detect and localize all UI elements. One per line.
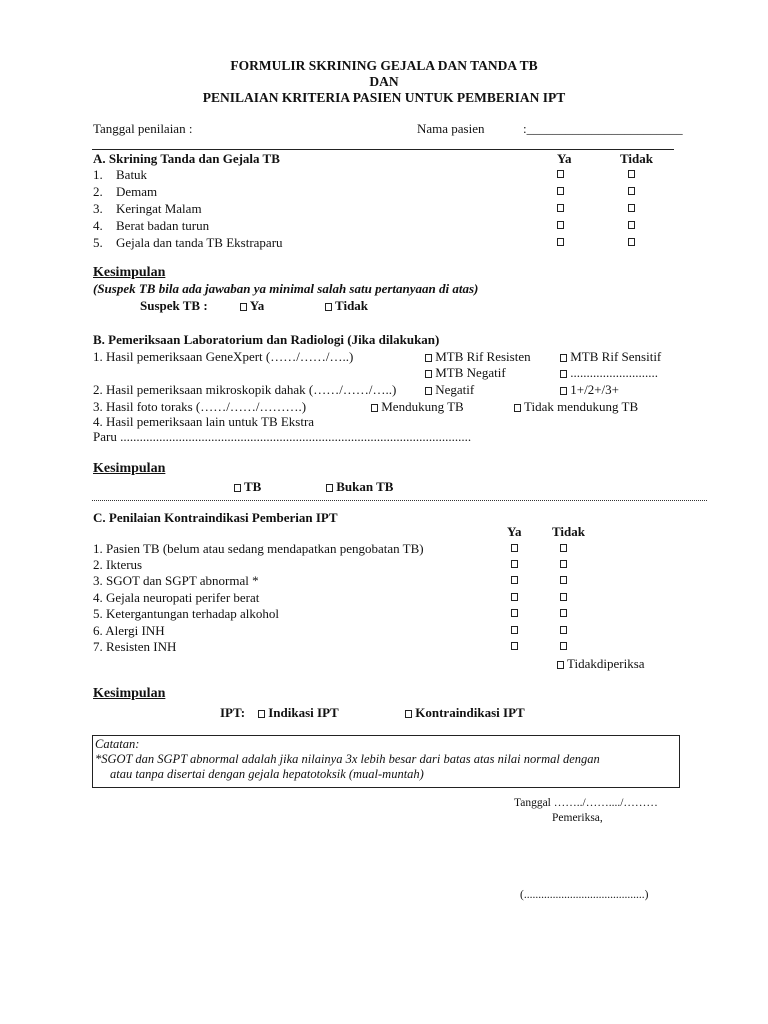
checkbox-icon[interactable]: [371, 404, 378, 412]
yes-checkbox[interactable]: [511, 593, 518, 601]
item-label: 3. SGOT dan SGPT abnormal *: [93, 573, 259, 588]
checkbox-icon[interactable]: [560, 354, 567, 362]
section-b-title: B. Pemeriksaan Laboratorium dan Radiologi (Jika dilakukan): [93, 332, 440, 347]
section-c-col-no: Tidak: [552, 524, 586, 539]
item-number: 3.: [93, 201, 103, 216]
option-label: TB: [244, 479, 262, 494]
checkbox-icon[interactable]: [326, 484, 333, 492]
item-label: Demam: [116, 184, 158, 199]
option-label: Ya: [249, 298, 265, 313]
checkbox-icon[interactable]: [258, 710, 265, 718]
suspect-no-option[interactable]: [325, 298, 368, 314]
no-checkbox[interactable]: [628, 221, 635, 229]
other-exam-answer-line[interactable]: Paru ............................................................................................................: [93, 429, 472, 444]
not-checked-option[interactable]: [557, 656, 645, 672]
no-checkbox[interactable]: [560, 626, 567, 634]
microscopic-question: 2. Hasil pemeriksaan mikroskopik dahak (……/……/…..): [93, 382, 397, 397]
xray-supports-option[interactable]: [371, 399, 464, 415]
option-label: ...........................: [570, 365, 658, 380]
item-label: 4. Gejala neuropati perifer berat: [93, 590, 260, 605]
option-label: Negatif: [435, 382, 475, 397]
checkbox-icon[interactable]: [325, 303, 332, 311]
no-checkbox[interactable]: [628, 204, 635, 212]
xray-question: 3. Hasil foto toraks (……/……/……….): [93, 399, 307, 414]
form-title-line1: FORMULIR SKRINING GEJALA DAN TANDA TB: [230, 58, 538, 73]
no-checkbox[interactable]: [560, 642, 567, 650]
checkbox-icon[interactable]: [560, 387, 567, 395]
date-label: Tanggal penilaian :: [93, 121, 193, 136]
no-checkbox[interactable]: [628, 238, 635, 246]
checkbox-icon[interactable]: [405, 710, 412, 718]
section-divider: [92, 500, 707, 501]
option-label: Bukan TB: [336, 479, 394, 494]
suspect-tb-label: Suspek TB :: [140, 298, 208, 313]
xray-not-supports-option[interactable]: [514, 399, 638, 415]
item-label: 6. Alergi INH: [93, 623, 165, 638]
option-label: Tidak mendukung TB: [524, 399, 639, 414]
ipt-indicated-option[interactable]: [258, 705, 339, 721]
form-title-line3: PENILAIAN KRITERIA PASIEN UNTUK PEMBERIAN IPT: [202, 90, 566, 105]
no-checkbox[interactable]: [560, 609, 567, 617]
option-label: MTB Negatif: [435, 365, 506, 380]
checkbox-icon[interactable]: [425, 387, 432, 395]
ipt-contraindicated-option[interactable]: [405, 705, 525, 721]
option-label: Kontraindikasi IPT: [415, 705, 525, 720]
yes-checkbox[interactable]: [511, 560, 518, 568]
item-label: Keringat Malam: [116, 201, 202, 216]
section-b-conclusion-title: Kesimpulan: [93, 461, 166, 476]
option-label: Tidak: [335, 298, 369, 313]
patient-name-field[interactable]: :________________________: [523, 121, 683, 136]
note-line1: *SGOT dan SGPT abnormal adalah jika nilainya 3x lebih besar dari batas atas nilai normal dengan: [95, 752, 600, 766]
section-c-col-yes: Ya: [507, 524, 522, 539]
section-a-conclusion-title: Kesimpulan: [93, 265, 166, 280]
checkbox-icon[interactable]: [240, 303, 247, 311]
examiner-name-line[interactable]: (..........................................): [520, 889, 649, 901]
option-label: Tidakdiperiksa: [567, 656, 645, 671]
note-title: Catatan:: [95, 737, 140, 751]
section-a-conclusion-note: (Suspek TB bila ada jawaban ya minimal salah satu pertanyaan di atas): [93, 281, 479, 296]
form-title-line2: DAN: [369, 74, 399, 89]
patient-name-label: Nama pasien: [417, 121, 485, 136]
section-a-col-yes: Ya: [557, 151, 572, 166]
item-number: 1.: [93, 167, 103, 182]
option-label: Mendukung TB: [381, 399, 464, 414]
checkbox-icon[interactable]: [425, 354, 432, 362]
item-number: 2.: [93, 184, 103, 199]
genexpert-other-option[interactable]: [560, 365, 658, 381]
item-label: Gejala dan tanda TB Ekstraparu: [116, 235, 283, 250]
item-label: Berat badan turun: [116, 218, 210, 233]
no-checkbox[interactable]: [560, 560, 567, 568]
section-c-conclusion-title: Kesimpulan: [93, 686, 166, 701]
mtb-negatif-option[interactable]: [425, 365, 506, 381]
option-label: MTB Rif Sensitif: [570, 349, 662, 364]
yes-checkbox[interactable]: [511, 626, 518, 634]
tb-option[interactable]: [234, 479, 261, 495]
item-number: 5.: [93, 235, 103, 250]
signature-date[interactable]: Tanggal ……../……..../………: [514, 797, 658, 809]
item-label: 1. Pasien TB (belum atau sedang mendapatkan pengobatan TB): [93, 541, 424, 556]
no-checkbox[interactable]: [560, 593, 567, 601]
ipt-label: IPT:: [220, 705, 246, 720]
checkbox-icon[interactable]: [514, 404, 521, 412]
not-tb-option[interactable]: [326, 479, 393, 495]
note-line2: atau tanpa disertai dengan gejala hepatotoksik (mual-muntah): [110, 767, 424, 781]
checkbox-icon[interactable]: [234, 484, 241, 492]
yes-checkbox[interactable]: [557, 204, 564, 212]
examiner-label: Pemeriksa,: [552, 812, 603, 824]
item-label: 5. Ketergantungan terhadap alkohol: [93, 606, 280, 621]
section-a-col-no: Tidak: [620, 151, 654, 166]
header-divider: [92, 149, 674, 150]
mtb-rif-resisten-option[interactable]: [425, 349, 531, 365]
option-label: MTB Rif Resisten: [435, 349, 531, 364]
item-number: 4.: [93, 218, 103, 233]
option-label: 1+/2+/3+: [570, 382, 619, 397]
no-checkbox[interactable]: [560, 544, 567, 552]
section-c-title: C. Penilaian Kontraindikasi Pemberian IPT: [93, 510, 338, 525]
section-a-title: A. Skrining Tanda dan Gejala TB: [93, 151, 280, 166]
no-checkbox[interactable]: [628, 187, 635, 195]
yes-checkbox[interactable]: [557, 170, 564, 178]
checkbox-icon[interactable]: [560, 370, 567, 378]
yes-checkbox[interactable]: [557, 187, 564, 195]
yes-checkbox[interactable]: [511, 576, 518, 584]
no-checkbox[interactable]: [628, 170, 635, 178]
item-label: 2. Ikterus: [93, 557, 143, 572]
mtb-rif-sensitif-option[interactable]: [560, 349, 661, 365]
no-checkbox[interactable]: [560, 576, 567, 584]
item-label: Batuk: [116, 167, 148, 182]
checkbox-icon[interactable]: [557, 661, 564, 669]
suspect-yes-option[interactable]: [240, 298, 264, 314]
yes-checkbox[interactable]: [511, 642, 518, 650]
item-label: 7. Resisten INH: [93, 639, 177, 654]
checkbox-icon[interactable]: [425, 370, 432, 378]
microscopic-positive-option[interactable]: [560, 382, 619, 398]
yes-checkbox[interactable]: [557, 238, 564, 246]
microscopic-negatif-option[interactable]: [425, 382, 474, 398]
yes-checkbox[interactable]: [557, 221, 564, 229]
yes-checkbox[interactable]: [511, 544, 518, 552]
other-exam-question: 4. Hasil pemeriksaan lain untuk TB Ekstra: [93, 414, 315, 429]
yes-checkbox[interactable]: [511, 609, 518, 617]
genexpert-question: 1. Hasil pemeriksaan GeneXpert (……/……/…..): [93, 349, 354, 364]
option-label: Indikasi IPT: [268, 705, 339, 720]
